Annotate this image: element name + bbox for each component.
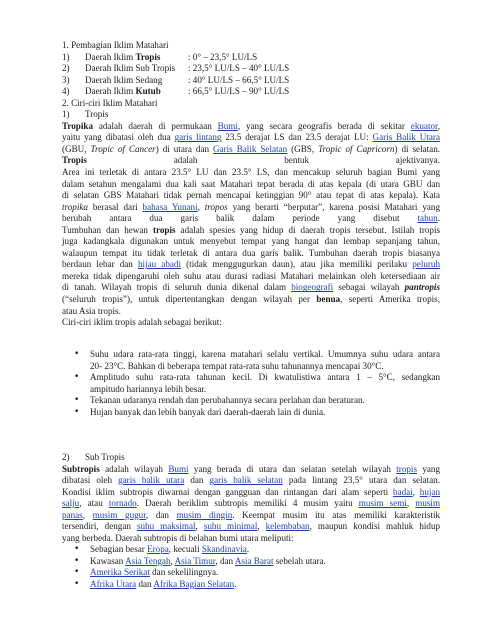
text-run: , [406, 498, 416, 509]
text-run: , [412, 486, 420, 497]
subtropis-number: 2) [62, 452, 70, 462]
text-run: dan [136, 578, 154, 589]
text-run: (“seluruh tropis”), untuk dipertentangkan dengan wilayah per [62, 294, 317, 305]
text-run: 23.5 derajat LS dan 23.5 derajat LU: [221, 132, 373, 143]
latitude-range: : 66,5° LU/LS – 90° LU/LS [188, 86, 290, 97]
text-run: berubah antara dua garis balik dalam periode yang disebut [62, 213, 418, 224]
subtropis-region-list [62, 544, 440, 590]
text-run: (tidak menggugurkan daun), atau jika memiliki perilaku [181, 259, 413, 270]
wiki-link[interactable]: garis balik utara [118, 475, 185, 486]
text-line [62, 521, 440, 533]
zone-name [85, 86, 188, 98]
emphasized-text: pantropis [404, 282, 440, 293]
text-line [62, 155, 440, 167]
wiki-link[interactable]: Bumi [168, 463, 189, 474]
bullet-line: • Suhu udara rata-rata tinggi, karena matahari selalu vertikal. Umumnya suhu udara antara [90, 349, 440, 359]
tropis-subheading [62, 109, 440, 121]
wiki-link[interactable]: Skandinavia [201, 544, 247, 554]
wiki-link[interactable]: kelembaban [265, 521, 310, 532]
text-run: dalam setahun mengalami dua kali saat Matahari tepat berada di atas kepala (di utara GBU dan [62, 178, 440, 189]
wiki-link[interactable]: Eropa [147, 544, 169, 554]
text-run: Kawasan [90, 555, 126, 566]
text-run: atau Asia tropis. [62, 305, 121, 316]
text-run: mereka tidak dipengaruhi oleh suhu atau durasi radiasi Matahari melainkan oleh ketersediaan air [62, 270, 440, 281]
wiki-link[interactable]: ekuator [410, 120, 438, 131]
region-bullet-item [62, 556, 440, 568]
text-run: dibatasi oleh [62, 475, 119, 486]
wiki-link[interactable]: musim gugur [92, 509, 146, 520]
text-run: di tanah. Wilayah tropis di seluruh dunia dikenal dalam [62, 282, 292, 293]
wiki-link[interactable]: Asia Barat [234, 555, 274, 566]
text-run: , [82, 509, 93, 520]
wiki-link[interactable]: Afrika Utara [90, 578, 137, 589]
text-line [62, 294, 440, 306]
climate-zone-item [62, 63, 440, 75]
zone-name-text: Daerah Iklim [85, 86, 136, 97]
wiki-link[interactable]: garis balik selatan [209, 475, 283, 486]
text-run: . [246, 544, 250, 554]
wiki-link[interactable]: Garis Balik Selatan [213, 143, 288, 154]
text-run: yang berbeda. Daerah subtropis di belahan bumi utara meliputi: [62, 532, 294, 543]
wiki-link[interactable]: bahasa Yunani [142, 201, 198, 212]
wiki-link[interactable]: tornado [108, 498, 137, 509]
text-run: sebagai wilayah [333, 282, 405, 293]
text-run: , [195, 521, 204, 532]
text-run: (GBS, [287, 143, 319, 154]
bullet-line: 20- 23°C. Bahkan di beberapa tempat rata-rata suhu tahunannya mencapai 30°C. [90, 360, 384, 371]
region-bullet-item [62, 544, 440, 556]
text-line [62, 144, 440, 156]
wiki-link[interactable]: Afrika Bagian Selatan [153, 578, 235, 589]
latitude-range: : 40° LU/LS – 66,5° LU/LS [188, 74, 290, 85]
zone-name-text: Daerah Iklim [85, 51, 136, 62]
text-line [62, 132, 440, 144]
wiki-link[interactable]: badai [393, 486, 413, 497]
climate-zone-item [62, 52, 440, 64]
climate-zone-list [62, 52, 440, 98]
emphasized-text: Tropic of Capricorn [318, 143, 395, 154]
wiki-link[interactable]: suhu minimal [203, 521, 258, 532]
heading-ciri-ciri-iklim: 2. Ciri-ciri Iklim Matahari [62, 97, 158, 108]
wiki-link[interactable]: Asia Timur [174, 555, 216, 566]
wiki-link[interactable]: musim semi [358, 498, 407, 509]
text-run: yang [416, 463, 441, 474]
climate-zone-item [62, 75, 440, 87]
text-run: adalah spesies yang hidup di daerah tropis tersebut. Istilah tropis [175, 224, 441, 235]
bullet-item [62, 372, 440, 395]
text-run: di selatan GBS Matahari tidak pernah mencapai ketinggian 90° atau tepat di atas kepala). Kata [62, 190, 440, 201]
zone-name-bold: Kutub [135, 86, 161, 97]
text-run: , dan [145, 509, 177, 520]
text-line [62, 236, 440, 248]
text-line [62, 167, 440, 179]
text-run: yang berada di utara dan selatan setelah wilayah [188, 463, 397, 474]
wiki-link[interactable]: Amerika Serikat [90, 567, 150, 578]
text-line [62, 190, 440, 202]
text-run: , [197, 201, 205, 212]
zone-name-text: Daerah Iklim Sedang [85, 74, 163, 85]
wiki-link[interactable]: tropis [396, 463, 417, 474]
subtropis-paragraph [62, 464, 440, 545]
section-1 [62, 40, 440, 329]
emphasized-text: tropika [62, 201, 88, 212]
text-run: sebelah utara. [273, 555, 326, 566]
zone-name-text: Daerah Iklim Sub Tropis [85, 63, 176, 74]
text-run: . [234, 578, 237, 589]
emphasized-text: Tropis [62, 155, 87, 166]
bullet-line: ampitudo hariannya lebih besar. [90, 383, 207, 394]
text-line [62, 282, 440, 294]
text-line [62, 475, 440, 487]
zone-name [85, 63, 188, 75]
emphasized-text: tropis [152, 224, 176, 235]
heading-pembagian-iklim: 1. Pembagian Iklim Matahari [62, 40, 169, 50]
text-run: adalah daerah di permukaan [93, 120, 218, 131]
text-line [62, 248, 440, 260]
bullet-item [62, 349, 440, 372]
wiki-link[interactable]: Garis Balik Utara [372, 132, 440, 143]
latitude-range: : 0° – 23,5° LU/LS [188, 51, 258, 62]
text-run: dan sekelilingnya. [149, 567, 219, 578]
text-run: , [170, 555, 175, 566]
bullet-item [62, 395, 440, 407]
text-run: , kecuali [168, 544, 202, 554]
tropis-paragraph [62, 121, 440, 317]
item-number: 1) [62, 51, 70, 62]
wiki-link[interactable]: peluruh [412, 259, 441, 270]
wiki-link[interactable]: hijau abadi [138, 259, 182, 270]
region-bullet-item [62, 567, 440, 579]
text-run: , [257, 521, 266, 532]
wiki-link[interactable]: Bumi [217, 120, 238, 131]
zone-name [85, 75, 188, 87]
emphasized-text: Tropika [62, 120, 93, 131]
wiki-link[interactable]: musim [415, 498, 441, 509]
bullet-item [62, 407, 440, 419]
text-run: yaitu yang dibatasi oleh dua [62, 132, 175, 143]
tropis-ciri-list [62, 349, 440, 418]
bullet-line: • Amplitudo suhu rata-rata tahunan kecil. Di kwatulistiwa antara 1 – 5°C, sedangkan [90, 372, 440, 383]
text-run: . Daerah beriklim subtropis memiliki 4 musim yaitu [136, 498, 359, 509]
text-run: , dan [215, 555, 235, 566]
text-run: , [437, 120, 440, 131]
wiki-link[interactable]: panas [62, 509, 83, 520]
climate-zone-item [62, 86, 440, 98]
item-number: 3) [62, 74, 70, 85]
emphasized-text: tropos [204, 201, 228, 212]
text-run: (GBU, [62, 143, 91, 154]
text-line [62, 464, 440, 476]
wiki-link[interactable]: tahun [417, 213, 438, 224]
subtropis-title: Sub Tropis [85, 452, 125, 462]
tropis-number: 1) [62, 109, 70, 120]
region-bullet-item [62, 579, 440, 591]
wiki-link[interactable]: garis lintang [174, 132, 222, 143]
bullet-line: • Tekanan udaranya rendah dan perubahannya secara perlahan dan beraturan. [90, 395, 365, 406]
text-line [62, 121, 440, 133]
tropis-ciri-intro: Ciri-ciri iklim tropis adalah sebagai berikut: [62, 317, 222, 328]
text-line [62, 179, 440, 191]
text-run: juga kadangkala digunakan untuk menyebut tempat yang hangat dan lembap sepanjang tahun, [62, 236, 440, 247]
text-run: Tumbuhan dan hewan [62, 224, 153, 235]
text-run: adalah bentuk ajektivanya. [86, 155, 440, 166]
subtropis-subheading [62, 452, 440, 464]
item-number: 4) [62, 86, 70, 97]
text-run: berasal dari [87, 201, 143, 212]
text-line [62, 533, 440, 545]
text-run: . [437, 213, 440, 224]
text-line [62, 306, 440, 318]
text-run: berdaun lebar dan [62, 259, 138, 270]
emphasized-text: Tropic of Cancer [90, 143, 156, 154]
text-run: yang berarti “berputar”, karena posisi Matahari yang [227, 201, 440, 212]
item-number: 2) [62, 63, 70, 74]
text-run: ) di utara dan [155, 143, 214, 154]
text-line [62, 271, 440, 283]
text-run: ) di selatan. [394, 143, 441, 154]
text-line [62, 510, 440, 522]
wiki-link[interactable]: salju [62, 498, 80, 509]
text-line [62, 202, 440, 214]
emphasized-text: Subtropis [62, 463, 100, 474]
wiki-link[interactable]: Asia Tengah [125, 555, 171, 566]
zone-name-bold: Tropis [135, 51, 161, 62]
text-line [62, 498, 440, 510]
zone-name [85, 52, 188, 64]
latitude-range: : 23,5° LU/LS – 40° LU/LS [188, 63, 290, 74]
text-run: Kondisi iklim subtropis diwarnai dengan gangguan dan rintangan dari alam seperti [62, 486, 394, 497]
text-line [62, 487, 440, 499]
text-run: Area ini terletak di antara 23.5° LU dan 23.5° LS, dan mencakup seluruh bagian Bumi yang [62, 167, 440, 178]
text-run: dan [184, 475, 210, 486]
text-run: tersendiri, dengan [62, 521, 137, 532]
text-run: , yang secara geografis berada di sekitar [237, 120, 411, 131]
text-run: , maupun kondisi mahluk hidup [309, 521, 441, 532]
bullet-line: • Hujan banyak dan lebih banyak dari daerah-daerah lain di dunia. [90, 406, 326, 417]
section-subtropis [62, 452, 440, 544]
wiki-link[interactable]: biogeografi [291, 282, 334, 293]
wiki-link[interactable]: musim dingin [176, 509, 233, 520]
text-run: , atau [79, 498, 109, 509]
emphasized-text: benua [316, 294, 341, 305]
text-run: adalah wilayah [99, 463, 169, 474]
text-line [62, 213, 440, 225]
text-run: Sebagian besar [90, 544, 148, 554]
text-run: walaupun tempat itu tidak terletak di antara dua garis balik. Tumbuhan daerah tropis biasanya [62, 247, 440, 258]
tropis-title: Tropis [85, 109, 109, 120]
wiki-link[interactable]: hujan [419, 486, 441, 497]
text-run: , seperti Amerika tropis, [340, 294, 440, 305]
wiki-link[interactable]: suhu maksimal [136, 521, 196, 532]
text-run: . Keempat musim itu atas memiliki karakteristik [232, 509, 441, 520]
text-line [62, 259, 440, 271]
text-line [62, 225, 440, 237]
text-run: pada lintang 23,5° utara dan selatan. [282, 475, 440, 486]
